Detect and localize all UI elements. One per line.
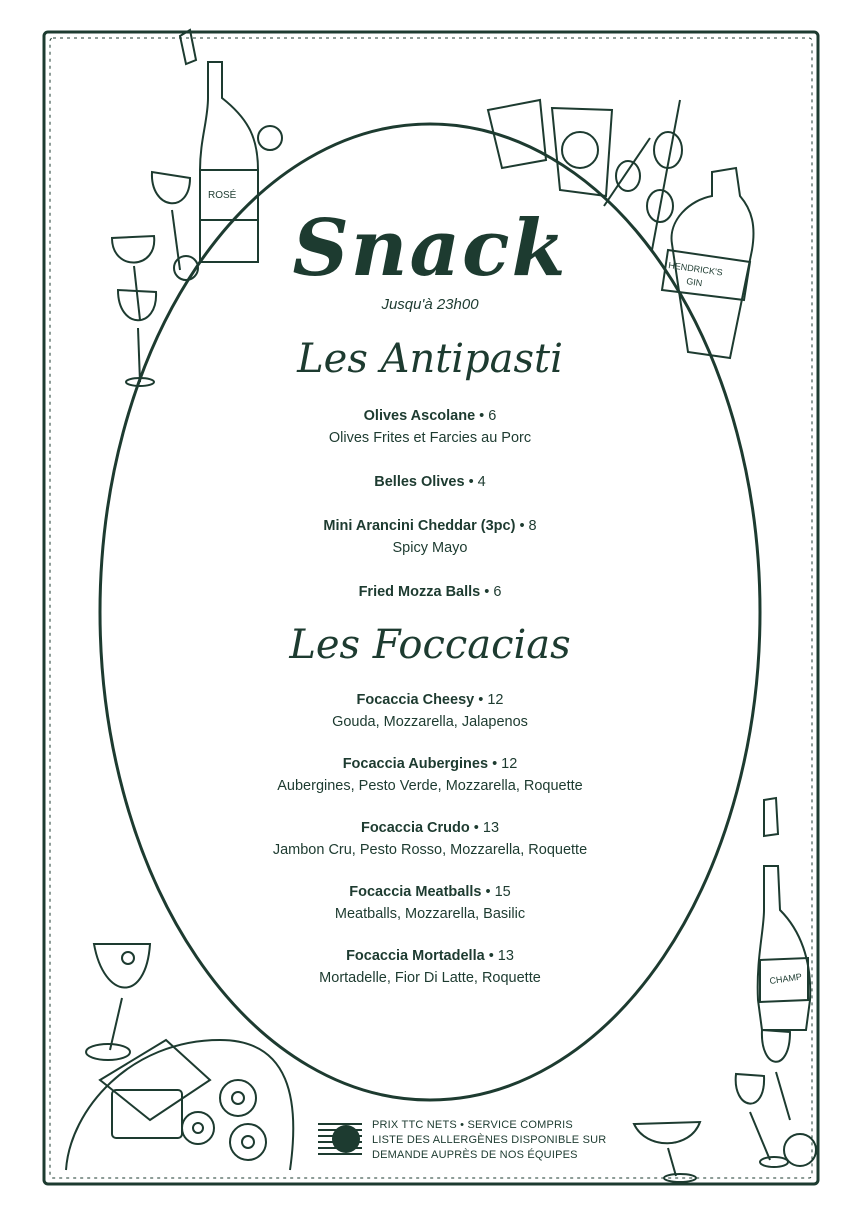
restaurant-logo-icon [318,1121,362,1161]
rose-label-text: ROSÉ [208,190,237,201]
footer-line-request: DEMANDE AUPRÈS DE NOS ÉQUIPES [372,1149,578,1161]
gin-label-text-1: HENDRICK'S [667,260,724,278]
item-description: Olives Frites et Farcies au Porc [328,430,532,446]
footer-text [372,1118,606,1163]
item-name: Olives Ascolane [363,408,476,424]
item-description: Gouda, Mozzarella, Jalapenos [332,714,528,730]
menu-content [180,203,680,989]
martini-glass-illustration [86,944,150,1060]
footer-line-allergens: LISTE DES ALLERGÈNES DISPONIBLE SUR [372,1134,607,1146]
item-name: Focaccia Meatballs [349,884,482,900]
menu-item [180,945,680,989]
item-name: Mini Arancini Cheddar (3pc) [323,518,516,534]
item-price: • 15 [485,884,511,900]
menu-item [180,753,680,797]
page-title: Snack [292,203,568,294]
gin-label-text-2: GIN [685,276,703,289]
item-price: • 6 [484,584,502,600]
item-price: • 4 [468,474,486,490]
cocktail-glass-illustration [488,100,612,196]
footer [318,1118,606,1163]
section-antipasti [180,336,680,603]
item-name: Belles Olives [374,474,465,490]
item-price: • 12 [478,692,504,708]
section-title: Les Foccacias [289,622,571,668]
item-price: • 12 [492,756,518,772]
item-name: Focaccia Cheesy [356,692,475,708]
champagne-flute-illustration [634,1030,816,1182]
item-price: • 6 [479,408,497,424]
menu-item [180,515,680,559]
champagne-label-text: CHAMP [768,971,803,986]
menu-item [180,817,680,861]
section-title: Les Antipasti [297,336,563,382]
item-name: Focaccia Crudo [360,820,470,836]
item-description: Spicy Mayo [392,540,468,556]
item-description: Meatballs, Mozzarella, Basilic [334,906,526,922]
menu-item [180,471,680,493]
item-price: • 13 [488,948,514,964]
champagne-bottle-illustration [758,798,811,1030]
menu-item [180,581,680,603]
item-name: Focaccia Mortadella [346,948,485,964]
menu-item [180,689,680,733]
item-description: Aubergines, Pesto Verde, Mozzarella, Roquette [277,778,583,794]
item-price: • 8 [519,518,537,534]
page-subtitle: Jusqu'à 23h00 [381,296,479,313]
footer-line-prices: PRIX TTC NETS • SERVICE COMPRIS [372,1119,573,1131]
menu-item [180,881,680,925]
item-name: Fried Mozza Balls [358,584,481,600]
item-name: Focaccia Aubergines [342,756,489,772]
item-description: Jambon Cru, Pesto Rosso, Mozzarella, Roquette [272,842,588,858]
section-foccacias [180,622,680,989]
item-description: Mortadelle, Fior Di Latte, Roquette [319,970,541,986]
menu-item [180,405,680,449]
item-price: • 13 [473,820,500,836]
